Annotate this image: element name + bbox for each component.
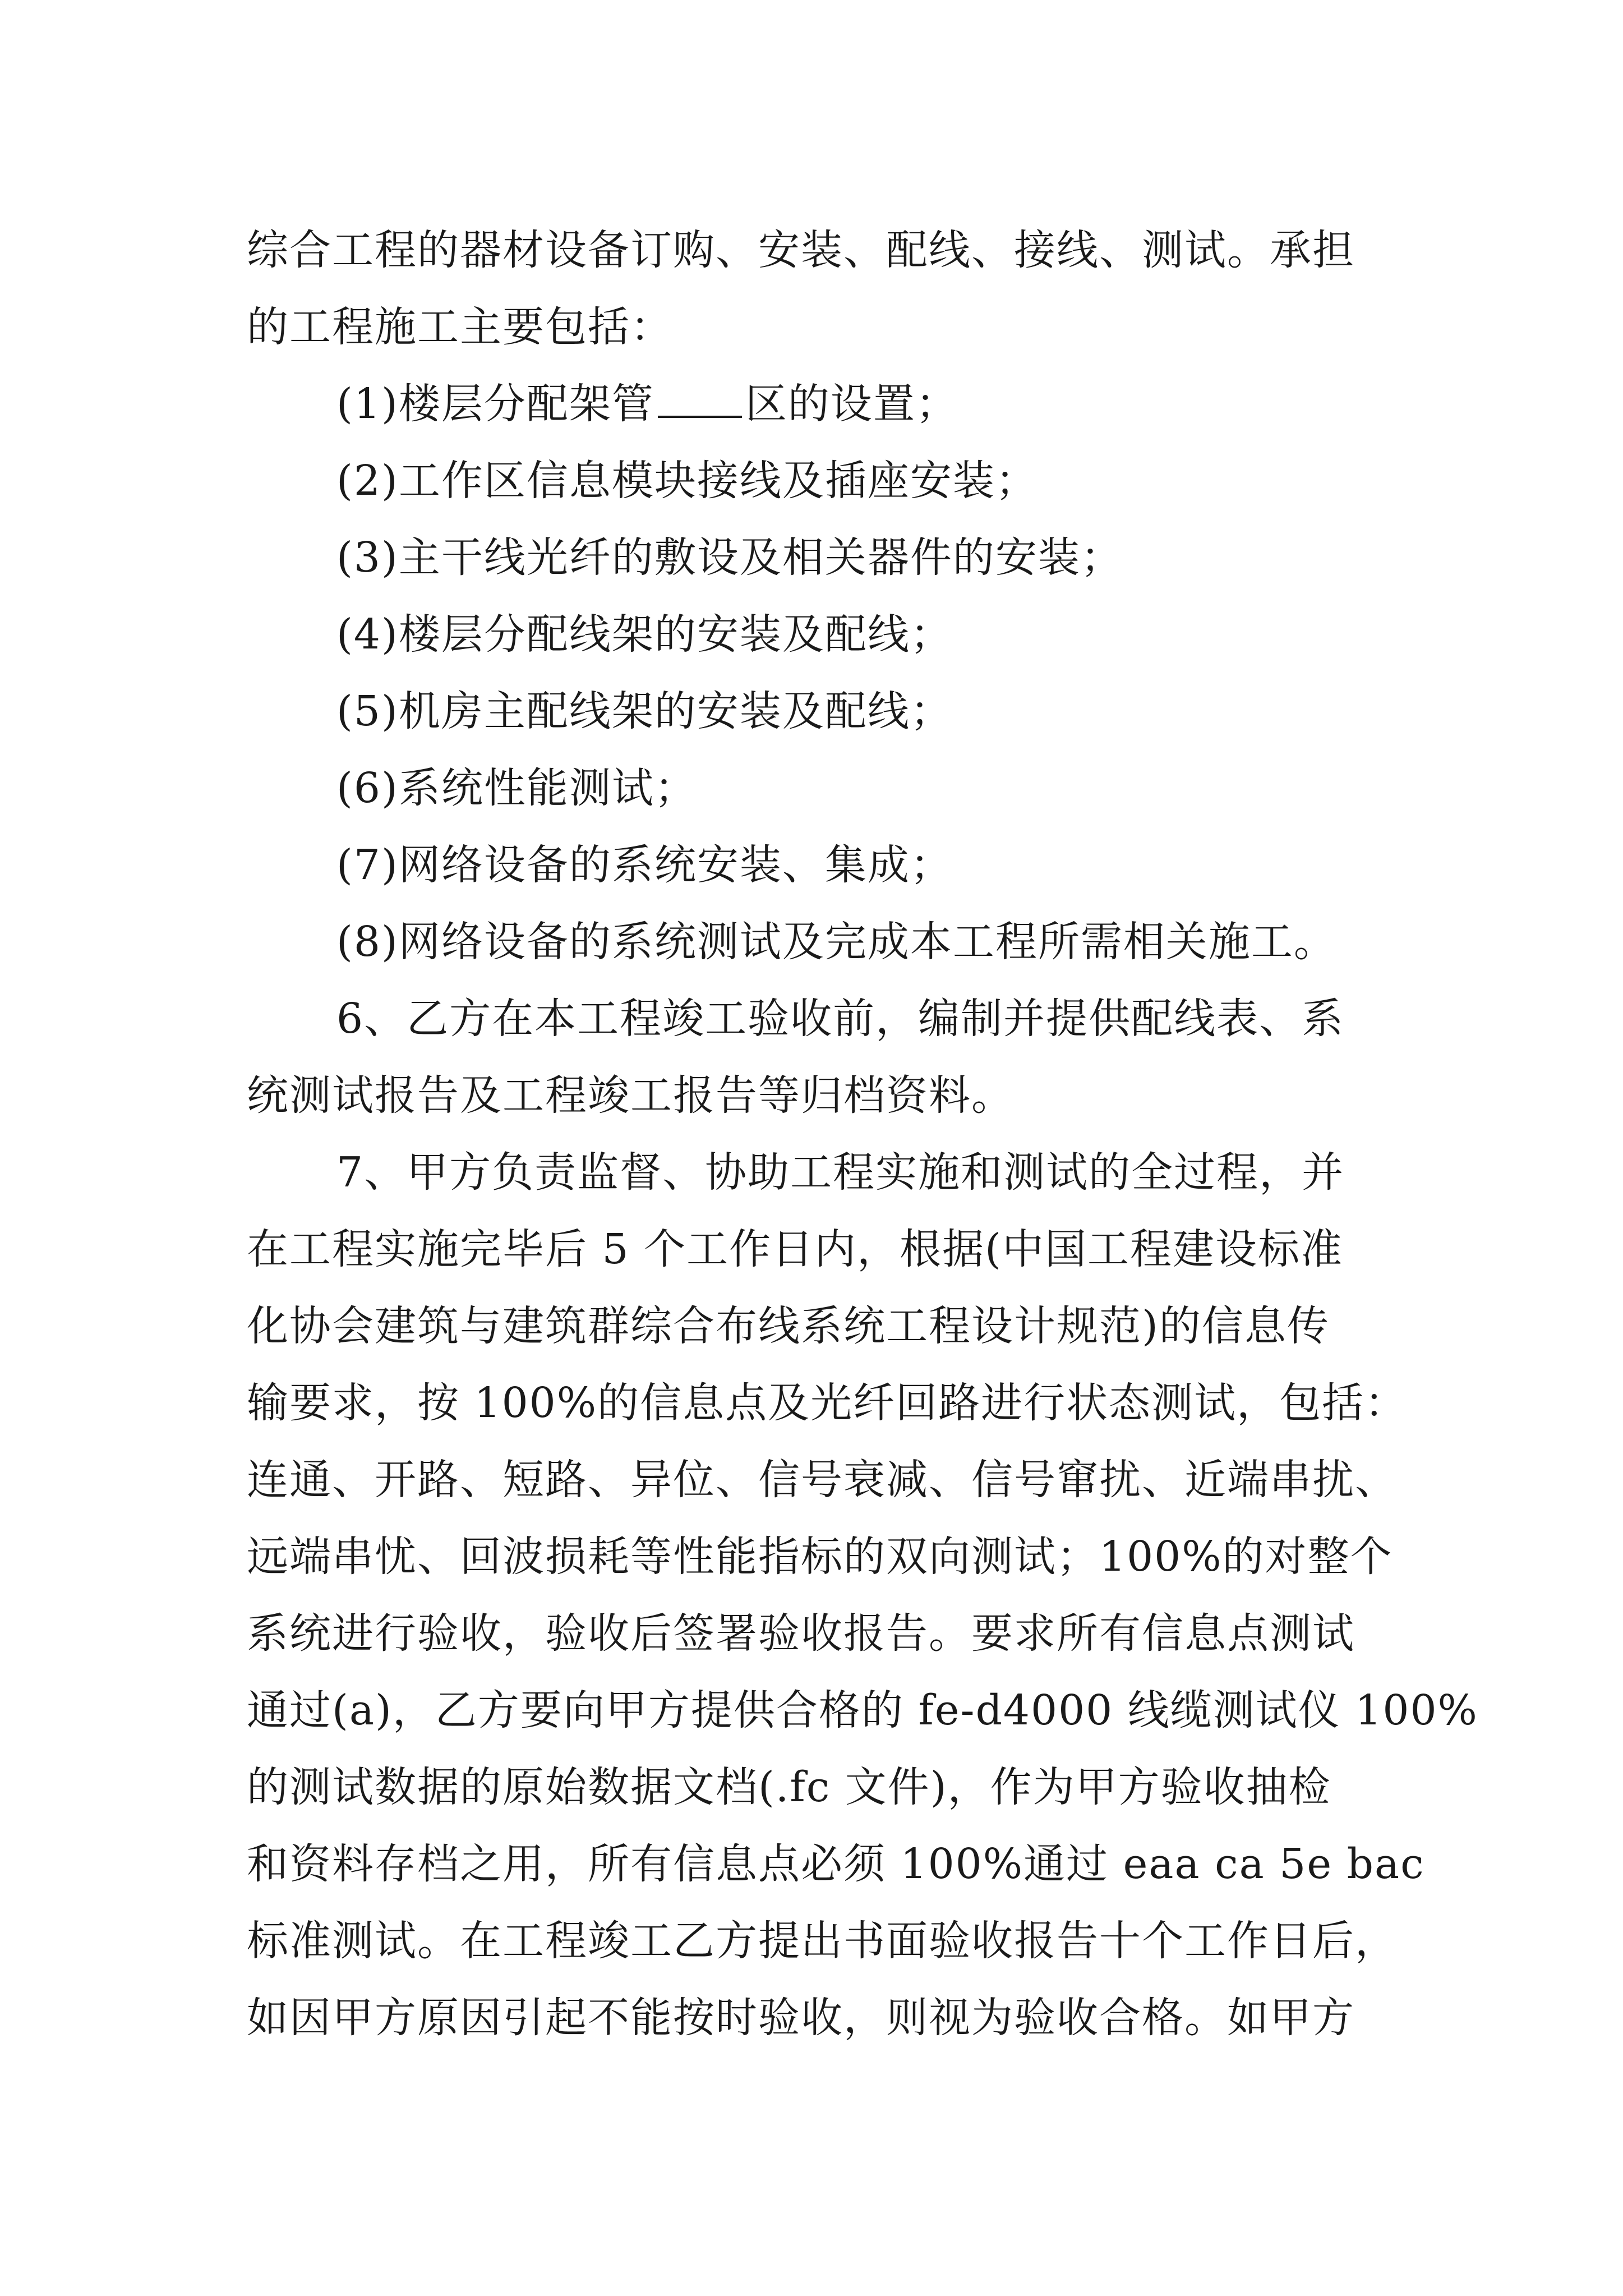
- list-item-3: (3)主干线光纤的敷设及相关器件的安装；: [336, 533, 1123, 582]
- clause-7-start: 7、甲方负责监督、协助工程实施和测试的全过程，并: [336, 1148, 1345, 1197]
- text-line: 通过(a)，乙方要向甲方提供合格的 fe-d4000 线缆测试仪 100%: [247, 1686, 1478, 1734]
- document-body: [247, 212, 1478, 2056]
- list-item-7: (7)网络设备的系统安装、集成；: [336, 841, 953, 889]
- clause-6-start: 6、乙方在本工程竣工验收前，编制并提供配线表、系: [336, 995, 1345, 1043]
- text-line: 化协会建筑与建筑群综合布线系统工程设计规范)的信息传: [247, 1302, 1330, 1350]
- fill-in-blank: [658, 376, 742, 418]
- list-item-8: (8)网络设备的系统测试及完成本工程所需相关施工。: [336, 918, 1336, 966]
- text-line: 综合工程的器材设备订购、安装、配线、接线、测试。承担: [247, 226, 1355, 274]
- text-line: 连通、开路、短路、异位、信号衰减、信号窜扰、近端串扰、: [247, 1456, 1398, 1504]
- list-item-text: (1)楼层分配架管: [336, 380, 654, 428]
- text-line: 的工程施工主要包括：: [247, 303, 673, 351]
- list-item-4: (4)楼层分配线架的安装及配线；: [336, 610, 953, 659]
- text-line: 标准测试。在工程竣工乙方提出书面验收报告十个工作日后，: [247, 1917, 1398, 1965]
- list-item-6: (6)系统性能测试；: [336, 764, 697, 812]
- list-item-2: (2)工作区信息模块接线及插座安装；: [336, 457, 1038, 505]
- text-line: 统测试报告及工程竣工报告等归档资料。: [247, 1071, 1014, 1120]
- text-line: 的测试数据的原始数据文档(.fc 文件)，作为甲方验收抽检: [247, 1763, 1331, 1811]
- text-line: 系统进行验收，验收后签署验收报告。要求所有信息点测试: [247, 1609, 1355, 1658]
- text-line: 输要求，按 100%的信息点及光纤回路进行状态测试，包括：: [247, 1379, 1408, 1427]
- text-line: 远端串忧、回波损耗等性能指标的双向测试；100%的对整个: [247, 1533, 1393, 1581]
- list-item-5: (5)机房主配线架的安装及配线；: [336, 687, 953, 735]
- list-item-1: [247, 366, 1385, 443]
- text-line: 在工程实施完毕后 5 个工作日内，根据(中国工程建设标准: [247, 1225, 1343, 1273]
- list-item-text-after-blank: 区的设置；: [745, 380, 958, 428]
- text-line: 如因甲方原因引起不能按时验收，则视为验收合格。如甲方: [247, 1994, 1355, 2042]
- text-line: 和资料存档之用，所有信息点必须 100%通过 eaa ca 5e bac: [247, 1840, 1425, 1888]
